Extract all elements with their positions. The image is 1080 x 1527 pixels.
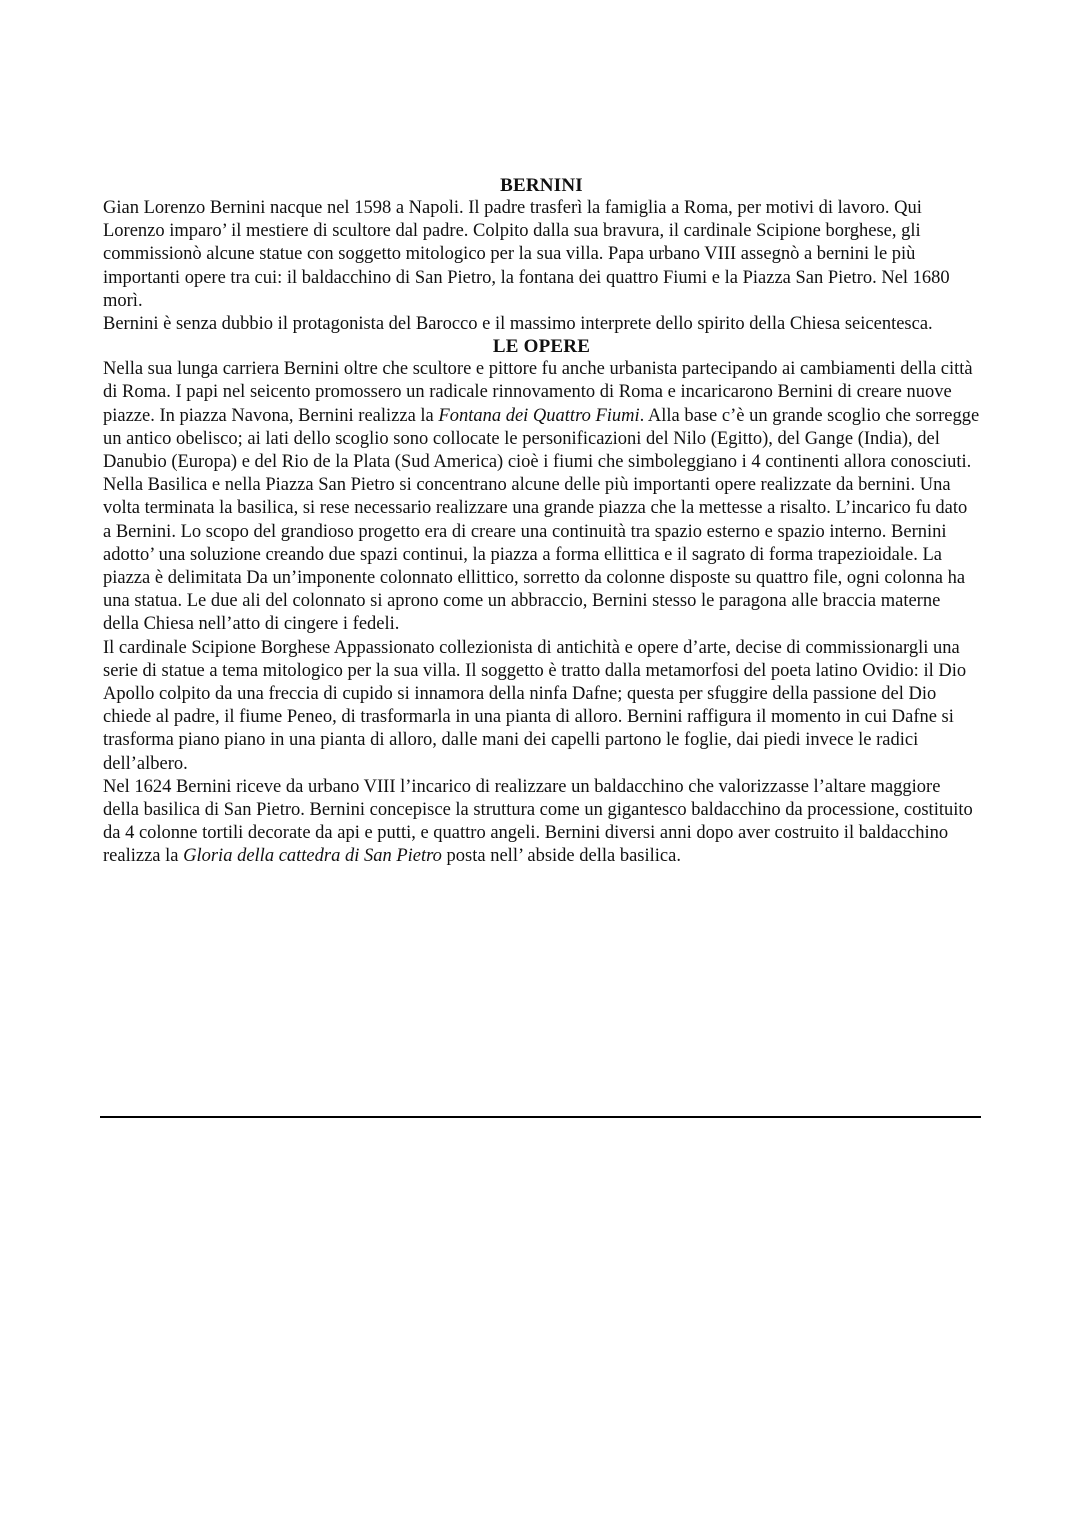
title-le-opere: LE OPERE bbox=[492, 336, 591, 358]
paragraph-fontana bbox=[103, 358, 980, 474]
intro-paragraph-barocco: Bernini è senza dubbio il protagonista del Barocco e il massimo interprete dello spirito della Chiesa seicentesca. bbox=[103, 314, 933, 335]
paragraph-baldacchino-text-2: posta nell’ abside della basilica. bbox=[441, 846, 681, 867]
bottom-horizontal-rule bbox=[100, 1116, 981, 1118]
paragraph-fontana-text-1: Nella sua lunga carriera Bernini oltre che scultore e pittore fu anche urbanista partecipando ai cambiamenti della città di Roma. I papi nel seicento promossero un radicale rinnovamento di Roma e incaricarono Bernini di creare nuove piazze. In piazza Navona, Bernini realizza la bbox=[103, 359, 973, 426]
paragraph-baldacchino bbox=[103, 776, 980, 869]
gloria-title-italic: Gloria della cattedra di San Pietro bbox=[183, 846, 442, 867]
paragraph-fontana-text-2: . Alla base c’è un grande scoglio che sorregge un antico obelisco; ai lati dello scoglio sono collocate le personificazioni del Nilo (Egitto), del Gange (India), del Danubio (Europa) e del Rio de la Plata (Sud America) cioè i fiumi che simboleggiano i 4 continenti allora conosciuti. bbox=[103, 405, 980, 473]
paragraph-baldacchino-text-1: Nel 1624 Bernini riceve da urbano VIII l’incarico di realizzare un baldacchino che valorizzasse l’altare maggiore della basilica di San Pietro. Bernini concepisce la struttura come un gigantesco baldacchino da processione, costituito da 4 colonne tortili decorate da api e putti, e quattro angeli. Bernini diversi anni dopo aver costruito il baldacchino realizza la bbox=[103, 776, 973, 867]
paragraph-apollo-dafne: Il cardinale Scipione Borghese Appassionato collezionista di antichità e opere d’arte, decise di commissionargli una serie di statue a tema mitologico per la sua villa. Il soggetto è tratto dalla metamorfosi del poeta latino Ovidio: il Dio Apollo colpito da una freccia di cupido si innamora della ninfa Dafne; questa per sfuggire della passione del Dio chiede al padre, il fiume Peneo, di trasformarla in una pianta di alloro. Bernini raffigura il momento in cui Dafne si trasforma piano piano in una pianta di alloro, dalle mani dei capelli partono le foglie, dai piedi invece le radici dell’albero. bbox=[103, 637, 967, 774]
title-bernini: BERNINI bbox=[500, 175, 583, 196]
paragraph-piazza-san-pietro: Nella Basilica e nella Piazza San Pietro si concentrano alcune delle più importanti opere realizzate da bernini. Una volta terminata la basilica, si rese necessario realizzare una grande piazza che la mettesse a risalto. L’incarico fu dato a Bernini. Lo scopo del grandioso progetto era di creare una continuità tra spazio esterno e spazio interno. Bernini adotto’ una soluzione creando due spazi continui, la piazza a forma ellittica e il sagrato di forma trapezioidale. La piazza è delimitata Da un’imponente colonnato ellittico, sorretto da colonne disposte su quattro file, ogni colonna ha una statua. Le due ali del colonnato si aprono come un abbraccio, Bernini stesso le paragona alle braccia materne della Chiesa nell’atto di cingere i fedeli. bbox=[103, 475, 968, 635]
document-page bbox=[103, 175, 980, 869]
intro-paragraph-biography: Gian Lorenzo Bernini nacque nel 1598 a Napoli. Il padre trasferì la famiglia a Roma, per motivi di lavoro. Qui Lorenzo imparo’ il mestiere di scultore dal padre. Colpito dalla sua bravura, il cardinale Scipione borghese, gli commissionò alcune statue con soggetto mitologico per la sua villa. Papa urbano VIII assegnò a bernini le più importanti opere tra cui: il baldacchino di San Pietro, la fontana dei quattro Fiumi e la Piazza San Pietro. Nel 1680 morì. bbox=[103, 198, 950, 311]
fontana-title-italic: Fontana dei Quattro Fiumi bbox=[438, 405, 640, 426]
